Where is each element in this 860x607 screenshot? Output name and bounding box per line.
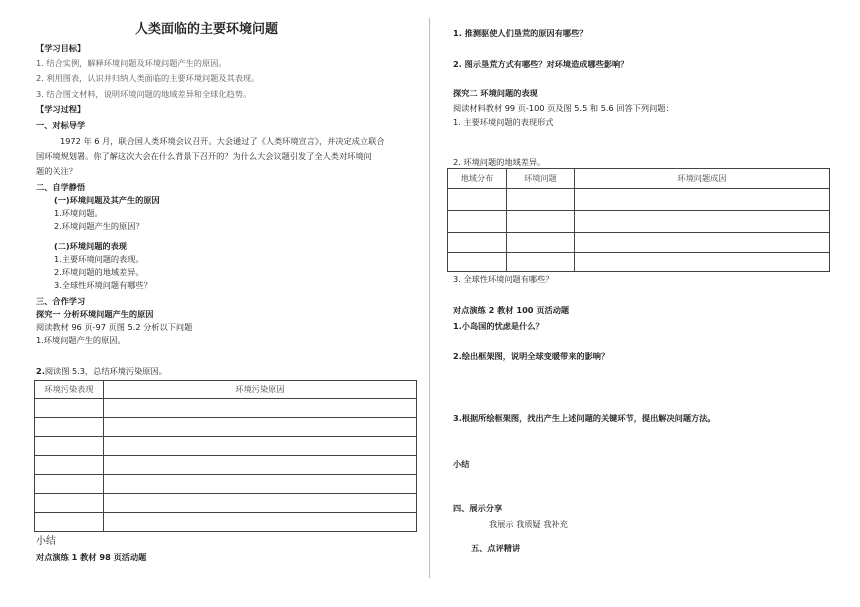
- question-text: 3.根据所绘框架图，找出产生上述问题的关键环节，提出解决问题方法。: [453, 413, 716, 423]
- list-item: 2.环境问题的地域差异。: [54, 267, 144, 277]
- list-item: 1.环境问题。: [54, 208, 103, 218]
- goals-heading: 【学习目标】: [36, 43, 86, 53]
- table-cell[interactable]: [104, 418, 417, 437]
- question-text: 2. 环境问题的地域差异。: [453, 157, 546, 167]
- question-text: 2. 图示垦荒方式有哪些？对环境造成哪些影响？: [453, 59, 629, 69]
- intro-paragraph-line: 题的关注？: [36, 166, 77, 176]
- table-cell[interactable]: [35, 399, 104, 418]
- regional-table: [447, 168, 830, 272]
- summary-label: 小结: [453, 459, 470, 469]
- table-cell[interactable]: [448, 211, 507, 233]
- column-divider: [429, 18, 430, 578]
- table-cell[interactable]: [104, 494, 417, 513]
- instruction-text: 阅读教材 96 页-97 页图 5.2 分析以下问题: [36, 322, 193, 332]
- pollution-table: [34, 380, 417, 532]
- section-heading: 一、对标导学: [36, 120, 86, 130]
- table-cell[interactable]: [35, 437, 104, 456]
- goal-item: 3. 结合图文材料，说明环境问题的地域差异和全球化趋势。: [36, 89, 252, 99]
- goal-item: 2. 利用图表，认识并归纳人类面临的主要环境问题及其表现。: [36, 73, 260, 83]
- table-cell[interactable]: [575, 189, 830, 211]
- table-cell[interactable]: [507, 189, 575, 211]
- table-cell[interactable]: [35, 456, 104, 475]
- list-item: 3.全球性环境问题有哪些？: [54, 280, 152, 290]
- table-header: 环境污染表现: [35, 381, 104, 399]
- table-cell[interactable]: [104, 513, 417, 532]
- section-heading: 四、展示分享: [453, 503, 503, 513]
- list-item: 1.主要环境问题的表现。: [54, 254, 144, 264]
- section-heading: 三、合作学习: [36, 296, 86, 306]
- instruction-text: 阅读材料教材 99 页-100 页及图 5.5 和 5.6 回答下列问题：: [453, 103, 674, 113]
- section-heading: 五、点评精讲: [471, 543, 521, 553]
- subsection-heading: (一)环境问题及其产生的原因: [54, 195, 160, 205]
- question-text: 2.阅读图 5.3，总结环境污染原因。: [36, 366, 167, 376]
- intro-paragraph-line: 国环境规划署。你了解这次大会在什么背景下召开的？为什么大会议题引发了全人类对环境问: [36, 151, 372, 161]
- process-heading: 【学习过程】: [36, 104, 86, 114]
- table-cell[interactable]: [35, 475, 104, 494]
- table-cell[interactable]: [575, 253, 830, 272]
- table-cell[interactable]: [507, 211, 575, 233]
- drill-heading: 对点演练 2 教材 100 页活动题: [453, 305, 570, 315]
- table-cell[interactable]: [35, 513, 104, 532]
- explore-heading: 探究二 环境问题的表现: [453, 88, 538, 98]
- drill-heading: 对点演练 1 教材 98 页活动题: [36, 552, 147, 562]
- question-text: 1.环境问题产生的原因。: [36, 335, 126, 345]
- table-cell[interactable]: [35, 418, 104, 437]
- table-cell[interactable]: [104, 437, 417, 456]
- section-heading: 二、自学静悟: [36, 182, 86, 192]
- subsection-heading: (二)环境问题的表现: [54, 241, 127, 251]
- table-cell[interactable]: [448, 233, 507, 253]
- goal-item: 1. 结合实例，解释环境问题及环境问题产生的原因。: [36, 58, 227, 68]
- share-items: 我展示 我质疑 我补充: [489, 519, 568, 529]
- table-cell[interactable]: [104, 399, 417, 418]
- table-header: 环境污染原因: [104, 381, 417, 399]
- table-cell[interactable]: [575, 211, 830, 233]
- table-cell[interactable]: [104, 475, 417, 494]
- table-header: 环境问题成因: [575, 169, 830, 189]
- explore-heading: 探究一 分析环境问题产生的原因: [36, 309, 154, 319]
- list-item: 2.环境问题产生的原因？: [54, 221, 144, 231]
- summary-label: 小结: [36, 536, 56, 547]
- table-cell[interactable]: [448, 253, 507, 272]
- question-text: 1.小岛国的忧虑是什么？: [453, 321, 544, 331]
- table-header: 环境问题: [507, 169, 575, 189]
- table-cell[interactable]: [507, 233, 575, 253]
- table-cell[interactable]: [104, 456, 417, 475]
- table-cell[interactable]: [35, 494, 104, 513]
- question-text: 2.绘出框架图，说明全球变暖带来的影响？: [453, 351, 610, 361]
- intro-paragraph-line: 1972 年 6 月，联合国人类环境会议召开。大会通过了《人类环境宣言》，并决定成立联合: [60, 136, 385, 146]
- table-cell[interactable]: [448, 189, 507, 211]
- page-title: 人类面临的主要环境问题: [135, 22, 279, 37]
- question-text: 1. 推测驱使人们垦荒的原因有哪些？: [453, 28, 588, 38]
- table-cell[interactable]: [575, 233, 830, 253]
- question-text: 1. 主要环境问题的表现形式: [453, 117, 554, 127]
- table-header: 地域分布: [448, 169, 507, 189]
- question-text: 3. 全球性环境问题有哪些？: [453, 274, 554, 284]
- table-cell[interactable]: [507, 253, 575, 272]
